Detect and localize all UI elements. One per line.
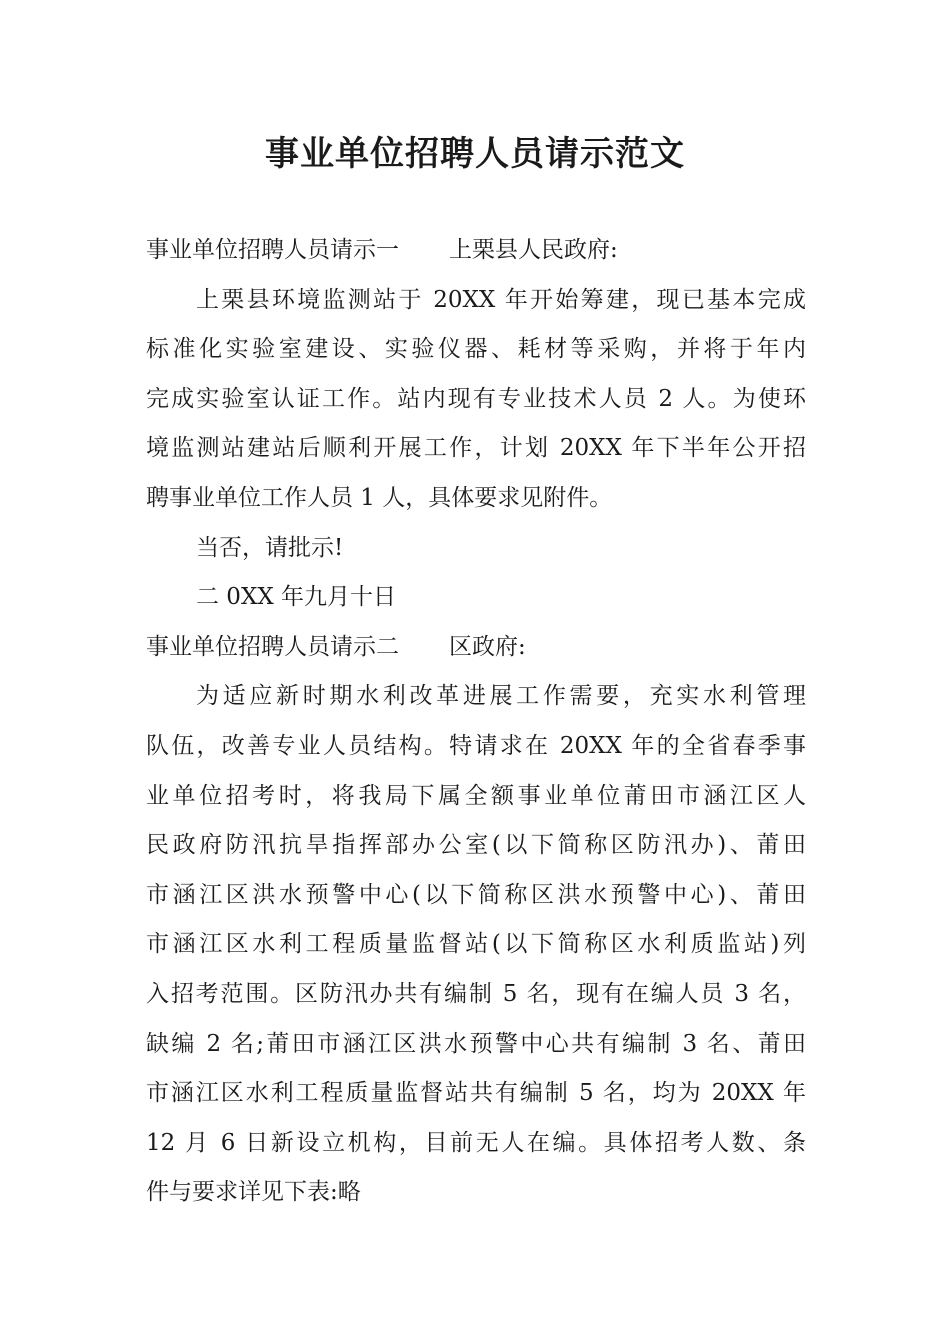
- section2-paragraph-line: 入招考范围。区防汛办共有编制 5 名，现有在编人员 3 名，: [146, 980, 806, 1007]
- section1-paragraph-line: 境监测站建站后顺利开展工作，计划 20XX 年下半年公开招: [146, 435, 806, 462]
- section2-paragraph-line: 为适应新时期水利改革进展工作需要，充实水利管理: [196, 683, 806, 710]
- section2-heading-line: [146, 623, 806, 673]
- section2-paragraph-line: 缺编 2 名;莆田市涵江区洪水预警中心共有编制 3 名、莆田: [146, 1030, 806, 1057]
- section2-heading: 事业单位招聘人员请示二: [146, 633, 399, 660]
- section1-heading: 事业单位招聘人员请示一: [146, 237, 399, 263]
- section2-addressee: 区政府:: [449, 633, 526, 660]
- section2-paragraph-line: 队伍，改善专业人员结构。特请求在 20XX 年的全省春季事: [146, 732, 806, 759]
- section2-paragraph-line: 民政府防汛抗旱指挥部办公室(以下简称区防汛办)、莆田: [146, 832, 806, 859]
- section2-paragraph-line: 业单位招考时，将我局下属全额事业单位莆田市涵江区人: [146, 782, 806, 809]
- document-title: 事业单位招聘人员请示范文: [265, 134, 685, 174]
- section1-paragraph-line: 完成实验室认证工作。站内现有专业技术人员 2 人。为使环: [146, 385, 806, 412]
- section2-paragraph-line: 12 月 6 日新设立机构，目前无人在编。具体招考人数、条: [146, 1129, 806, 1156]
- section1-paragraph-line: 聘事业单位工作人员 1 人，具体要求见附件。: [146, 484, 613, 511]
- section1-addressee: 上栗县人民政府:: [449, 237, 618, 263]
- document-body: [146, 226, 806, 1218]
- section2-paragraph-line: 市涵江区水利工程质量监督站(以下简称区水利质监站)列: [146, 931, 806, 958]
- section2-paragraph-line: 市涵江区洪水预警中心(以下简称区洪水预警中心)、莆田: [146, 881, 806, 908]
- section1-paragraph-line: 标准化实验室建设、实验仪器、耗材等采购，并将于年内: [146, 336, 806, 363]
- section1-date: 二 0XX 年九月十日: [196, 584, 397, 611]
- section1-paragraph-line: 上栗县环境监测站于 20XX 年开始筹建，现已基本完成: [196, 286, 806, 313]
- section1-closing: 当否，请批示!: [196, 534, 344, 561]
- section2-paragraph-line: 市涵江区水利工程质量监督站共有编制 5 名，均为 20XX 年: [146, 1080, 806, 1107]
- section2-paragraph-line: 件与要求详见下表:略: [146, 1179, 361, 1206]
- section1-heading-line: [146, 226, 806, 276]
